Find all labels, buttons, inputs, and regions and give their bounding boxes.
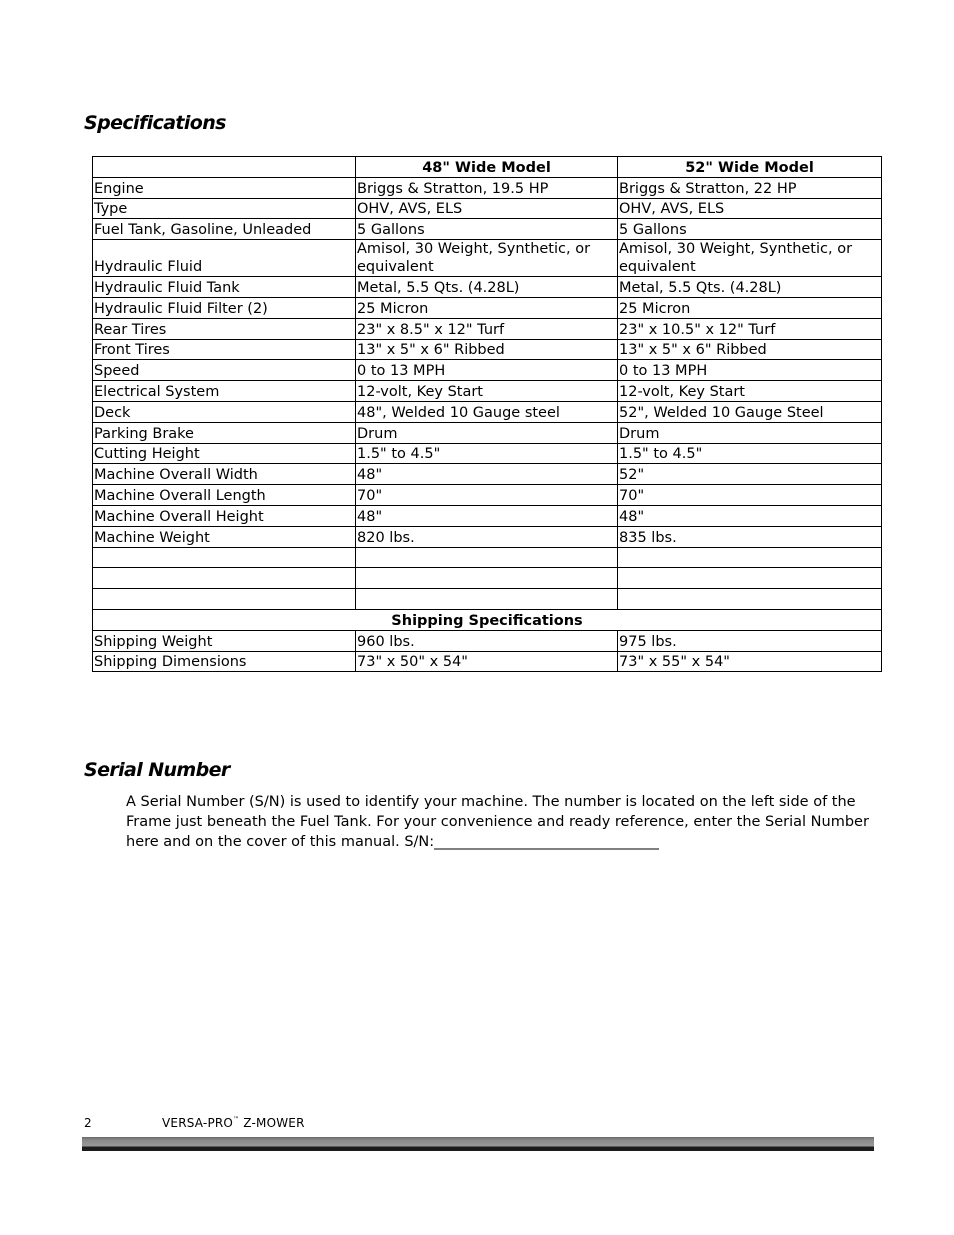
- shipping-specifications-heading: Shipping Specifications: [93, 609, 882, 630]
- serial-line: Frame just beneath the Fuel Tank. For your convenience and ready reference, enter the Serial Number: [126, 814, 869, 830]
- table-row: [93, 443, 882, 464]
- spec-48-cell: Briggs & Stratton, 19.5 HP: [356, 177, 618, 198]
- spec-48-cell: 0 to 13 MPH: [356, 360, 618, 381]
- spec-48-cell: [356, 547, 618, 568]
- spec-48-cell: 820 lbs.: [356, 526, 618, 547]
- table-row: [93, 297, 882, 318]
- spec-label-cell: Hydraulic Fluid: [93, 240, 356, 277]
- table-row: [93, 219, 882, 240]
- spec-label-cell: Deck: [93, 401, 356, 422]
- spec-label-cell: Hydraulic Fluid Filter (2): [93, 297, 356, 318]
- footer-title: [162, 1116, 305, 1130]
- spec-48-cell: 25 Micron: [356, 297, 618, 318]
- shipping-header-row: [93, 609, 882, 630]
- specifications-heading: Specifications: [84, 112, 226, 134]
- spec-48-cell: 13" x 5" x 6" Ribbed: [356, 339, 618, 360]
- spec-label-cell: Engine: [93, 177, 356, 198]
- spec-52-cell: 73" x 55" x 54": [618, 651, 882, 672]
- table-row: [93, 589, 882, 610]
- spec-label-cell: Machine Overall Length: [93, 485, 356, 506]
- table-row: [93, 240, 882, 277]
- spec-52-cell: Amisol, 30 Weight, Synthetic, or equivalent: [618, 240, 882, 277]
- spec-label-cell: [93, 547, 356, 568]
- trademark-symbol: ™: [233, 1116, 240, 1123]
- spec-48-cell: 960 lbs.: [356, 630, 618, 651]
- spec-48-cell: 12-volt, Key Start: [356, 381, 618, 402]
- footer-product: Z-MOWER: [239, 1116, 305, 1130]
- serial-number-paragraph: [126, 792, 869, 852]
- table-row: [93, 177, 882, 198]
- spec-52-cell: 25 Micron: [618, 297, 882, 318]
- spec-52-cell: Metal, 5.5 Qts. (4.28L): [618, 277, 882, 298]
- spec-label-cell: Type: [93, 198, 356, 219]
- spec-label-cell: Speed: [93, 360, 356, 381]
- spec-48-cell: 23" x 8.5" x 12" Turf: [356, 318, 618, 339]
- spec-label-cell: Fuel Tank, Gasoline, Unleaded: [93, 219, 356, 240]
- page-number: 2: [84, 1116, 92, 1130]
- spec-label-cell: Cutting Height: [93, 443, 356, 464]
- table-row: [93, 505, 882, 526]
- spec-52-cell: OHV, AVS, ELS: [618, 198, 882, 219]
- spec-label-cell: [93, 589, 356, 610]
- table-row: [93, 277, 882, 298]
- spec-label-cell: Machine Overall Width: [93, 464, 356, 485]
- spec-label-cell: Front Tires: [93, 339, 356, 360]
- spec-label-cell: Hydraulic Fluid Tank: [93, 277, 356, 298]
- spec-label-cell: Parking Brake: [93, 422, 356, 443]
- spec-52-cell: [618, 568, 882, 589]
- serial-number-heading: Serial Number: [84, 759, 230, 781]
- spec-52-cell: 5 Gallons: [618, 219, 882, 240]
- spec-48-cell: 48": [356, 464, 618, 485]
- table-row: [93, 630, 882, 651]
- spec-48-cell: 5 Gallons: [356, 219, 618, 240]
- table-row: [93, 464, 882, 485]
- spec-48-cell: Amisol, 30 Weight, Synthetic, or equivalent: [356, 240, 618, 277]
- spec-52-cell: 975 lbs.: [618, 630, 882, 651]
- spec-48-cell: [356, 568, 618, 589]
- spec-52-cell: 48": [618, 505, 882, 526]
- footer-brand: VERSA-PRO: [162, 1116, 234, 1130]
- spec-52-cell: [618, 589, 882, 610]
- table-row: [93, 526, 882, 547]
- spec-48-cell: 48", Welded 10 Gauge steel: [356, 401, 618, 422]
- spec-label-cell: Rear Tires: [93, 318, 356, 339]
- spec-48-cell: 1.5" to 4.5": [356, 443, 618, 464]
- spec-48-cell: OHV, AVS, ELS: [356, 198, 618, 219]
- spec-52-cell: 1.5" to 4.5": [618, 443, 882, 464]
- spec-52-cell: Briggs & Stratton, 22 HP: [618, 177, 882, 198]
- footer-rule: [82, 1137, 874, 1151]
- table-row: [93, 360, 882, 381]
- spec-label-cell: Machine Overall Height: [93, 505, 356, 526]
- table-row: [93, 547, 882, 568]
- spec-48-cell: Drum: [356, 422, 618, 443]
- spec-label-cell: Shipping Dimensions: [93, 651, 356, 672]
- specifications-table-body: [93, 157, 882, 672]
- header-cell-blank: [93, 157, 356, 178]
- spec-52-cell: Drum: [618, 422, 882, 443]
- table-header-row: [93, 157, 882, 178]
- spec-label-cell: Electrical System: [93, 381, 356, 402]
- spec-52-cell: 835 lbs.: [618, 526, 882, 547]
- serial-line: here and on the cover of this manual. S/N:_______________________________: [126, 834, 659, 850]
- table-row: [93, 422, 882, 443]
- spec-label-cell: Machine Weight: [93, 526, 356, 547]
- spec-52-cell: 52", Welded 10 Gauge Steel: [618, 401, 882, 422]
- table-row: [93, 401, 882, 422]
- spec-48-cell: Metal, 5.5 Qts. (4.28L): [356, 277, 618, 298]
- spec-48-cell: [356, 589, 618, 610]
- spec-48-cell: 48": [356, 505, 618, 526]
- table-row: [93, 568, 882, 589]
- spec-48-cell: 70": [356, 485, 618, 506]
- spec-48-cell: 73" x 50" x 54": [356, 651, 618, 672]
- spec-label-cell: Shipping Weight: [93, 630, 356, 651]
- serial-line: A Serial Number (S/N) is used to identify your machine. The number is located on the left side of the: [126, 794, 856, 810]
- spec-52-cell: 13" x 5" x 6" Ribbed: [618, 339, 882, 360]
- table-row: [93, 339, 882, 360]
- header-cell-48-model: 48" Wide Model: [356, 157, 618, 178]
- table-row: [93, 198, 882, 219]
- table-row: [93, 485, 882, 506]
- spec-52-cell: [618, 547, 882, 568]
- table-row: [93, 318, 882, 339]
- spec-52-cell: 12-volt, Key Start: [618, 381, 882, 402]
- spec-52-cell: 52": [618, 464, 882, 485]
- spec-52-cell: 0 to 13 MPH: [618, 360, 882, 381]
- spec-52-cell: 70": [618, 485, 882, 506]
- specifications-table: [92, 156, 882, 672]
- table-row: [93, 381, 882, 402]
- header-cell-52-model: 52" Wide Model: [618, 157, 882, 178]
- table-row: [93, 651, 882, 672]
- spec-label-cell: [93, 568, 356, 589]
- spec-52-cell: 23" x 10.5" x 12" Turf: [618, 318, 882, 339]
